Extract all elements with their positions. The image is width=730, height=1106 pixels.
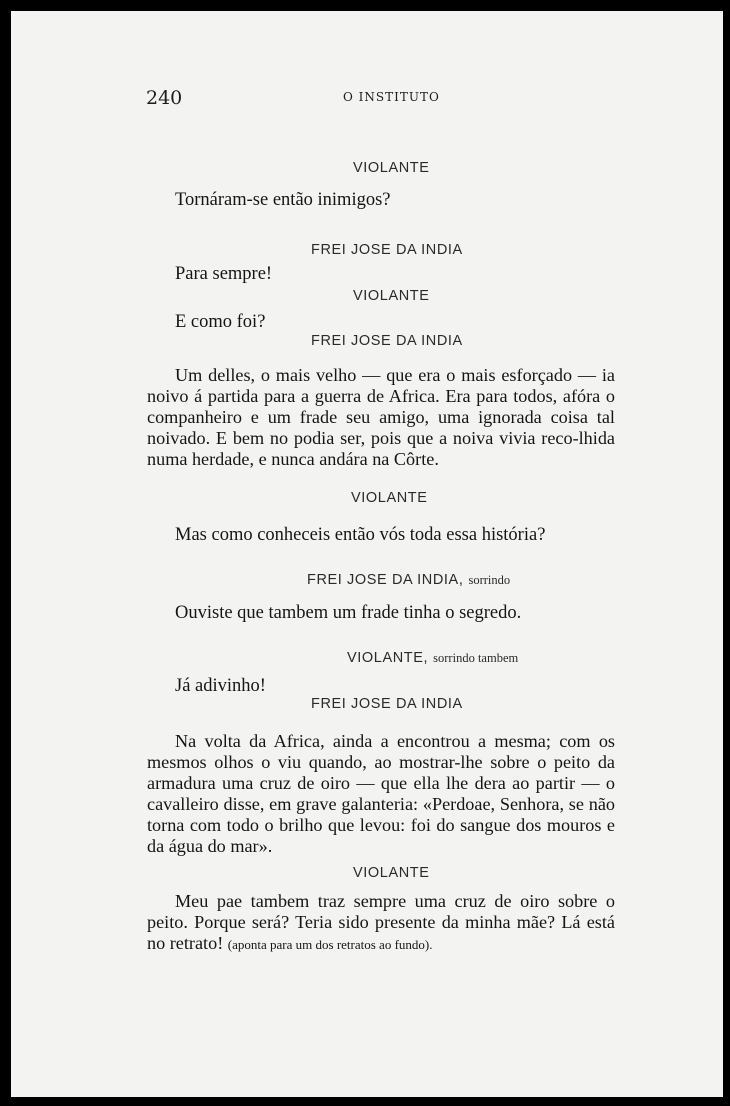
speaker-label: VIOLANTE bbox=[353, 160, 430, 176]
dialogue-line: Tornáram-se então inimigos? bbox=[175, 190, 391, 210]
speaker-label: FREI JOSE DA INDIA bbox=[311, 242, 463, 258]
page-number: 240 bbox=[146, 87, 183, 109]
dialogue-line: Já adivinho! bbox=[175, 676, 266, 696]
stage-direction: (aponta para um dos retratos ao fundo). bbox=[227, 937, 433, 952]
speaker-label: VIOLANTE bbox=[353, 865, 430, 881]
speaker-label: FREI JOSE DA INDIA bbox=[307, 572, 459, 588]
dialogue-paragraph: Na volta da Africa, ainda a encontrou a mesma; com os mesmos olhos o viu quando, ao mostrar-lhe sobre o peito da armadura uma cruz de oiro — que ella lhe dera ao partir — o cavalleiro disse, em grave galanteria: «Perdoae, Senhora, se não torna com todo o brilho que levou: foi do sangue dos mouros e da água do mar». bbox=[147, 731, 615, 856]
dialogue-line: Ouviste que tambem um frade tinha o segredo. bbox=[175, 603, 522, 623]
stage-direction: sorrindo bbox=[468, 573, 511, 587]
speaker-with-direction: VIOLANTE, sorrindo tambem bbox=[347, 650, 519, 666]
speaker-label: FREI JOSE DA INDIA bbox=[311, 696, 463, 712]
dialogue-text: Meu pae tambem traz sempre uma cruz de oiro sobre o peito. Porque será? Teria sido presente da minha mãe? Lá está no retrato! bbox=[147, 891, 615, 953]
dialogue-paragraph: Um delles, o mais velho — que era o mais esforçado — ia noivo á partida para a guerra de Africa. Era para todos, afóra o companheiro e um frade seu amigo, uma ignorada coisa tal noivado. E bem no podia ser, pois que a noiva vivia reco-lhida numa herdade, e nunca andára na Côrte. bbox=[147, 365, 615, 469]
speaker-label: VIOLANTE bbox=[353, 288, 430, 304]
stage-direction: sorrindo tambem bbox=[433, 651, 519, 665]
dialogue-line: E como foi? bbox=[175, 312, 266, 332]
speaker-with-direction: FREI JOSE DA INDIA, sorrindo bbox=[307, 572, 511, 588]
speaker-label: VIOLANTE bbox=[351, 490, 428, 506]
dialogue-line: Mas como conheceis então vós toda essa história? bbox=[175, 525, 546, 545]
speaker-label: VIOLANTE bbox=[347, 650, 424, 666]
dialogue-paragraph bbox=[147, 891, 615, 955]
dialogue-line: Para sempre! bbox=[175, 264, 273, 284]
running-header: O INSTITUTO bbox=[343, 90, 440, 104]
speaker-label: FREI JOSE DA INDIA bbox=[311, 333, 463, 349]
